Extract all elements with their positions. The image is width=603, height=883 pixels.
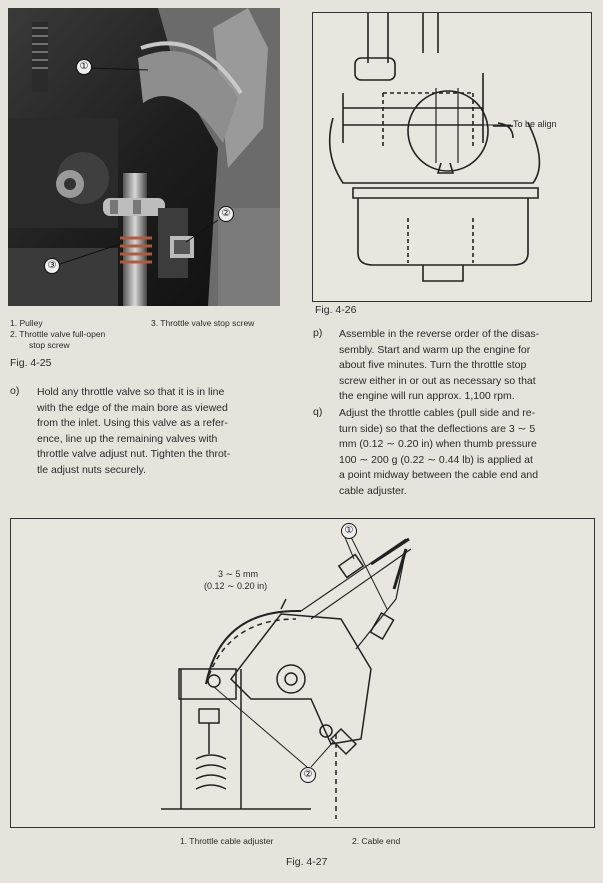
align-annotation: To be align (513, 119, 557, 129)
step-o-text: Hold any throttle valve so that it is in line with the edge of the main bore as viewed from the inlet. Using this valve as a refer- ence, line up the remaining valves with throttle valve adjust nut. Tighten the throt- tle adjust nuts securely. (37, 386, 231, 476)
legend-item-1: 1. Pulley (10, 318, 43, 328)
legend-item-2: 2. Throttle valve full-open (10, 329, 106, 339)
step-o-label: o) (10, 385, 20, 397)
pulley-photo (8, 8, 280, 306)
deflection-in-label: (0.12 ∼ 0.20 in) (204, 581, 268, 591)
step-q-label: q) (313, 406, 323, 418)
step-p-text: Assemble in the reverse order of the disas- sembly. Start and warm up the engine for about five minutes. Turn the throttle stop screw either in or out as necessary so that the engine will run approx. 1,100 rpm. (339, 328, 540, 402)
fig-26-caption: Fig. 4-26 (315, 304, 357, 316)
fig27-legend-1: 1. Throttle cable adjuster (180, 836, 274, 846)
fig-25-caption: Fig. 4-25 (10, 357, 52, 369)
legend-item-3: 3. Throttle valve stop screw (151, 318, 255, 328)
legend-item-2b: stop screw (29, 340, 70, 350)
carburetor-diagram (312, 12, 592, 302)
fig27-callout-1: ① (341, 523, 357, 539)
callout-2: ② (218, 206, 234, 222)
callout-3: ③ (44, 258, 60, 274)
step-q-text: Adjust the throttle cables (pull side and re- turn side) so that the deflections are 3 ∼ 5 mm (0.12 ∼ 0.20 in) when thumb pressure 100 ∼ 200 g (0.22 ∼ 0.44 lb) is applied at a point midway between the cable end and cable adjuster. (339, 407, 539, 497)
deflection-mm-label: 3 ∼ 5 mm (218, 569, 259, 579)
step-p-label: p) (313, 327, 323, 339)
fig27-legend-2: 2. Cable end (352, 836, 401, 846)
callout-1: ① (76, 59, 92, 75)
fig-27-caption: Fig. 4-27 (286, 856, 328, 868)
throttle-cable-diagram (10, 518, 595, 828)
fig27-callout-2: ② (300, 767, 316, 783)
